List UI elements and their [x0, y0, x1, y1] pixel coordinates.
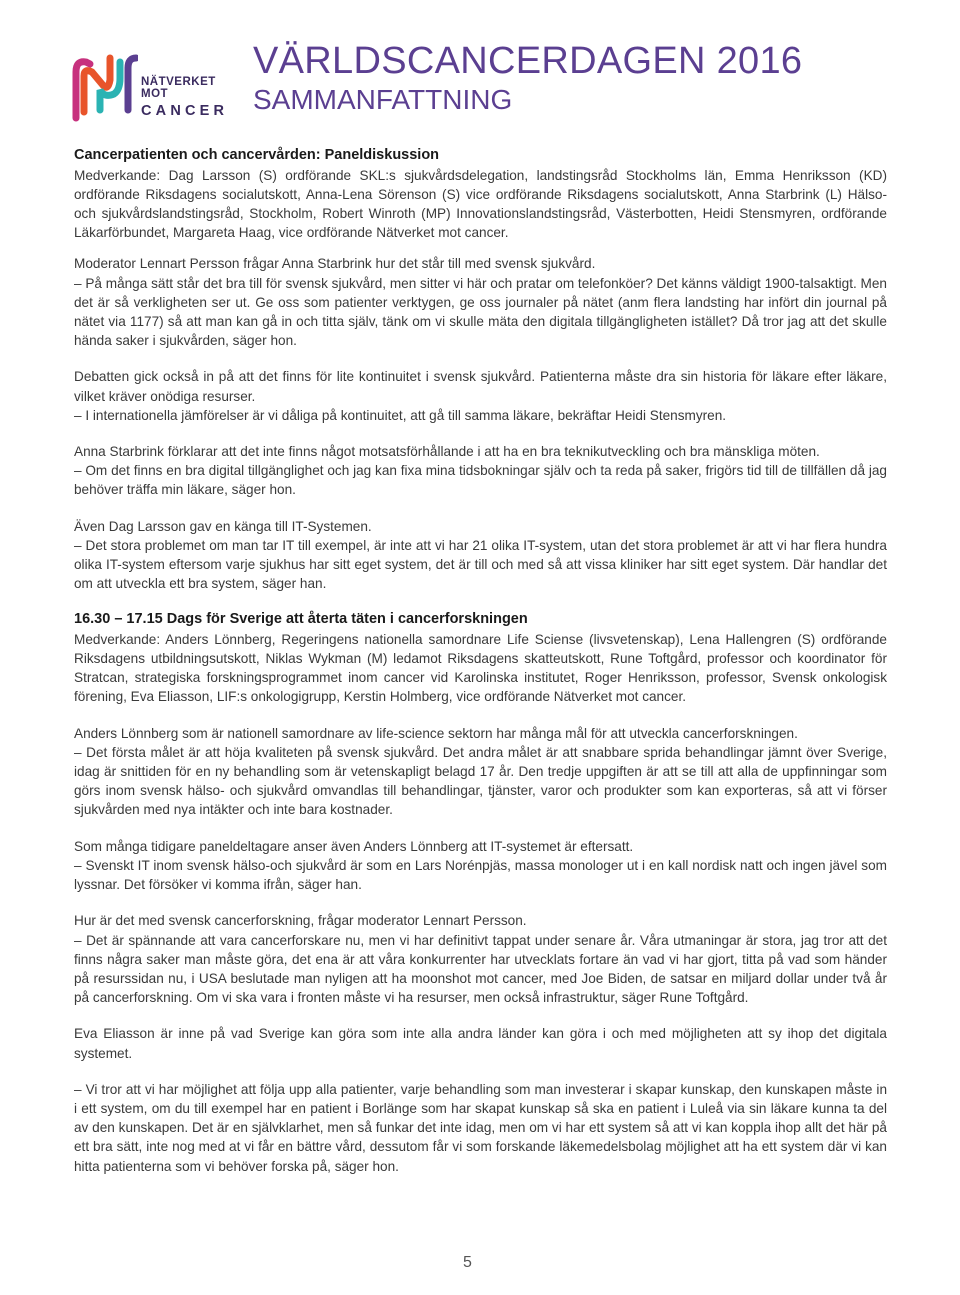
section2-paragraph: – Svenskt IT inom svensk hälso-och sjukvård är som en Lars Norénpjäs, massa monologer ut i en kall nordisk natt och ingen jävel som lyssnar. Det försöker vi komma ifrån, säger han. [74, 857, 887, 893]
section2-paragraph: – Det är spännande att vara cancerforskare nu, men vi har definitivt tappat under senare år. Våra utmaningar är stora, jag tror att det finns några saker man måste göra, det ena är att våra konkurrenter har utvecklats fortare än vad vi har gjort, titta på vad som händer på resurssidan nu, i USA beslutade man nyligen att ha moonshot mot cancer, med Joe Biden, de satsar en miljard dollar under två år på cancerforskning. Om vi ska vara i fronten måste vi ha resurser, men också infrastruktur, säger Rune Toftgård. [74, 932, 887, 1006]
page-title: VÄRLDSCANCERDAGEN 2016 [253, 40, 803, 82]
section2-paragraph: – Det första målet är att höja kvaliteten på svensk sjukvård. Det andra målet är att snabbare sprida behandlingar jämnt över Sverige, idag är snittiden för en ny behandling som är vetenskapligt belagd 17 år. Den tredje uppgiften är att se till att alla de uppfinningar som görs inom svensk hälso- och sjukvård omvandlas till behandlingar, tjänster, varor och produkter som kan exporteras, så att vi förser sjukvården med nya intäkter och inte bara kostnader. [74, 744, 887, 818]
page-subtitle: SAMMANFATTNING [253, 84, 513, 115]
section1-paragraph: Debatten gick också in på att det finns för lite kontinuitet i svensk sjukvård. Patienterna måste dra sin historia för läkare efter läkare, vilket kräver onödiga resurser. [74, 369, 887, 404]
section1-heading: Cancerpatienten och cancervården: Paneldiskussion [74, 147, 440, 163]
logo-line2: CANCER [141, 103, 229, 119]
network-logo [70, 50, 229, 122]
section1-paragraph: – Om det finns en bra digital tillgänglighet och jag kan fixa mina tidsbokningar själv och ta reda på saker, frigörs tid till de tillfällen då jag behöver träffa min läkare, säger hon. [74, 463, 887, 498]
logo-text [141, 77, 228, 119]
section2-paragraph: Anders Lönnberg som är nationell samordnare av life-science sektorn har många mål för att utveckla cancerforskningen. [74, 725, 798, 741]
section1-participants: Medverkande: Dag Larsson (S) ordförande SKL:s sjukvårdsdelegation, landstingsråd Stockholms län, Emma Henriksson (KD) ordförande Riksdagens socialutskott, Anna-Lena Sörenson (S) vice ordförande Riksdagens socialutskott, Anna Starbrink (L) Hälso- och sjukvårdslandstingsråd, Stockholm, Robert Winroth (MP) Innovationslandstingsråd, Västerbotten, Heidi Stensmyren, ordförande Läkarförbundet, Margareta Haag, vice ordförande Nätverket mot cancer. [74, 167, 887, 241]
section2-paragraph: – Vi tror att vi har möjlighet att följa upp alla patienter, varje behandling som man investerar i skapar kunskap, den kunskapen måste in i ett system, om du till exempel har en patient i Borlänge som har skapat kunskap så ska en patient i Luleå via sin läkare kunna ta del av den kunskapen. Det är en självklarhet, men så funkar det inte idag, men om vi har ett system så att vi kan koppla ihop allt det här på ett bra sätt, inte nog med at vi får en bättre vård, dessutom får vi som forskande läkemedelsbolag möjlighet att ha ett system där vi kan hitta patienterna som vi behöver forska på, säger hon. [74, 1081, 887, 1174]
section2-paragraph: Som många tidigare paneldeltagare anser även Anders Lönnberg att IT-systemet är eftersatt. [74, 838, 634, 854]
section2-heading: 16.30 – 17.15 Dags för Sverige att återta täten i cancerforskningen [74, 611, 528, 628]
article-body [74, 146, 887, 1176]
section1-paragraph: Även Dag Larsson gav en känga till IT-Systemen. [74, 518, 372, 534]
section1-paragraph: Moderator Lennart Persson frågar Anna Starbrink hur det står till med svensk sjukvård. [74, 256, 596, 272]
section1-paragraph: Anna Starbrink förklarar att det inte finns något motsatsförhållande i att ha en bra teknikutveckling och bra mänskliga möten. [74, 443, 820, 459]
page-number: 5 [463, 1254, 472, 1271]
section2-paragraph: Eva Eliasson är inne på vad Sverige kan göra som inte alla andra länder kan göra i och med möjligheten att sy ihop det digitala systemet. [74, 1026, 887, 1061]
logo-mark-icon [70, 50, 138, 122]
section1-paragraph: – I internationella jämförelser är vi dåliga på kontinuitet, att gå till samma läkare, bekräftar Heidi Stensmyren. [74, 407, 727, 423]
section1-paragraph: – Det stora problemet om man tar IT till exempel, är inte att vi har 21 olika IT-system, utan det stora problemet är att vi har flera hundra olika IT-system eftersom varje sjukhus har sitt eget system, det är till och med så att vissa kliniker har sitt eget system. Där handlar det om att utveckla ett bra system, säger han. [74, 537, 887, 592]
logo-line1: NÄTVERKET MOT [141, 76, 216, 100]
section1-paragraph: – På många sätt står det bra till för svensk sjukvård, men sitter vi här och pratar om telefonköer? Det känns väldigt 1900-talsaktigt. Men det är så verkligheten ser ut. Ge oss som patienter verktygen, ge oss journaler på nätet (anm flera landsting har infört din journal på nätet via 1177) så att man kan gå in och titta själv, tänk om vi skulle mäta den digitala tillgängligheten istället? Då tror jag att det skulle hända saker i sjukvården, säger hon. [74, 275, 887, 349]
section2-participants: Medverkande: Anders Lönnberg, Regeringens nationella samordnare Life Sciense (livsvetenskap), Lena Hallengren (S) ordförande Riksdagens utbildningsutskott, Niklas Wykman (M) ledamot Riksdagens skatteutskott, Rune Toftgård, professor och koordinator för Stratcan, strategiska forskningsprogrammet inom cancer vid Karolinska institutet, Roger Henriksson, professor, Svensk onkologisk förening, Eva Eliasson, LIF:s onkologigrupp, Kerstin Holmberg, vice ordförande Nätverket mot cancer. [74, 631, 887, 705]
section2-paragraph: Hur är det med svensk cancerforskning, frågar moderator Lennart Persson. [74, 913, 527, 929]
